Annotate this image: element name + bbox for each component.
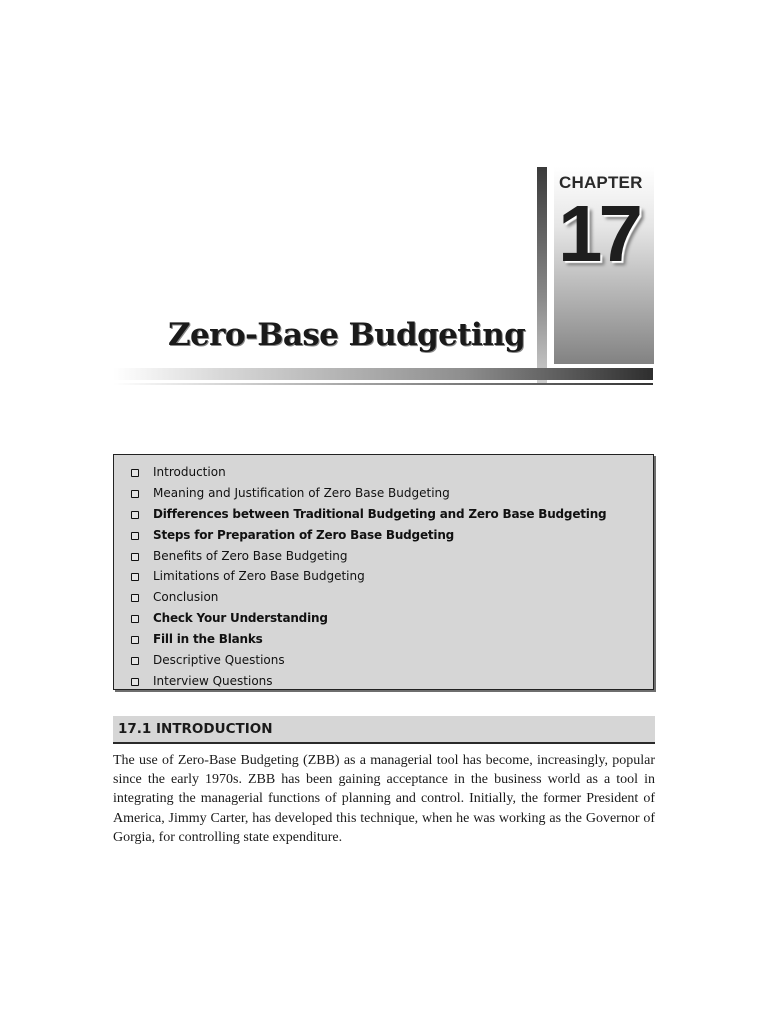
- contents-item-label: Meaning and Justification of Zero Base Budgeting: [153, 485, 450, 500]
- chapter-number: 17: [558, 189, 639, 278]
- square-bullet-icon: [131, 532, 139, 540]
- square-bullet-icon: [131, 678, 139, 686]
- contents-item: [114, 566, 653, 587]
- square-bullet-icon: [131, 490, 139, 498]
- contents-item-label: Fill in the Blanks: [153, 632, 263, 647]
- contents-item: [114, 671, 653, 692]
- contents-item-label: Introduction: [153, 465, 226, 479]
- contents-item: [114, 504, 653, 525]
- square-bullet-icon: [131, 594, 139, 602]
- contents-item: [114, 462, 653, 483]
- contents-item-label: Conclusion: [153, 590, 219, 605]
- square-bullet-icon: [131, 511, 139, 519]
- contents-item: [114, 525, 653, 546]
- square-bullet-icon: [131, 553, 139, 561]
- contents-item: [114, 650, 653, 671]
- square-bullet-icon: [131, 615, 139, 623]
- contents-item: [114, 587, 653, 608]
- intro-paragraph: The use of Zero-Base Budgeting (ZBB) as a managerial tool has become, increasingly, popular since the early 1970s. ZBB has been gaining acceptance in the business world as a tool in integrating the managerial functions of planning and control. Initially, the former President of America, Jimmy Carter, has developed this technique, when he was working as the Governor of Gorgia, for controlling state expenditure.: [113, 753, 655, 845]
- contents-item: [114, 608, 653, 629]
- square-bullet-icon: [131, 469, 139, 477]
- contents-item-label: Benefits of Zero Base Budgeting: [153, 548, 348, 563]
- section-heading-bar: [113, 716, 655, 744]
- contents-item: [114, 483, 653, 504]
- title-rule-line: [113, 383, 653, 385]
- contents-item-label: Descriptive Questions: [153, 653, 285, 668]
- contents-item-label: Interview Questions: [153, 673, 273, 688]
- section-heading: 17.1 INTRODUCTION: [118, 721, 273, 737]
- square-bullet-icon: [131, 573, 139, 581]
- chapter-label: CHAPTER: [559, 173, 643, 192]
- square-bullet-icon: [131, 636, 139, 644]
- chapter-contents-box: [113, 454, 654, 690]
- chapter-vertical-bar: [537, 167, 547, 385]
- contents-item-label: Steps for Preparation of Zero Base Budgeting: [153, 527, 455, 542]
- contents-item-label: Differences between Traditional Budgeting and Zero Base Budgeting: [153, 506, 607, 521]
- chapter-contents-list: [114, 455, 653, 692]
- square-bullet-icon: [131, 657, 139, 665]
- title-rule: [113, 368, 653, 380]
- chapter-title: Zero-Base Budgeting: [168, 317, 526, 353]
- contents-item: [114, 629, 653, 650]
- contents-item-label: Check Your Understanding: [153, 611, 328, 626]
- contents-item: [114, 546, 653, 567]
- contents-item-label: Limitations of Zero Base Budgeting: [153, 569, 365, 584]
